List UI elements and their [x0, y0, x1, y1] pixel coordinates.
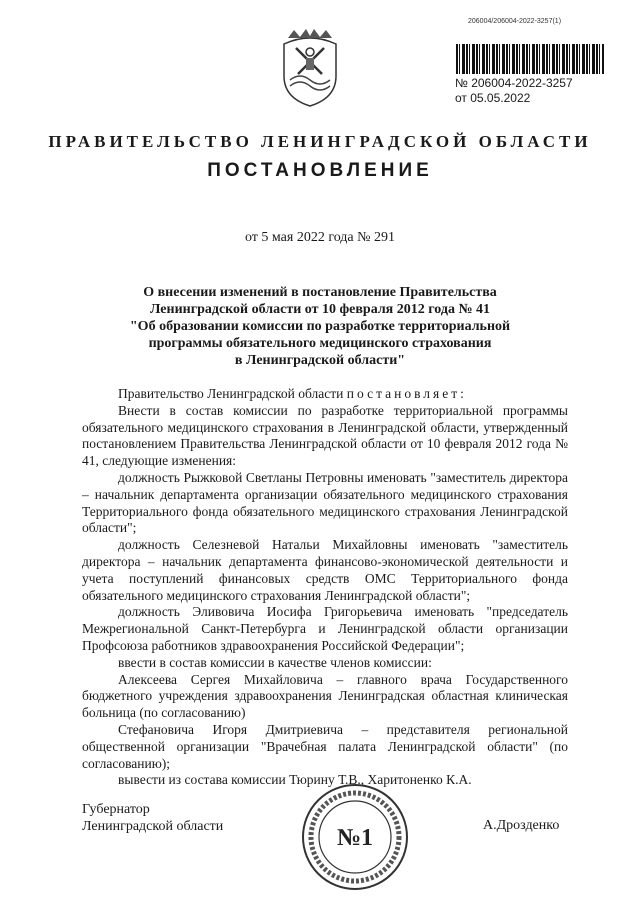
signatory-title-line: Губернатор: [82, 802, 150, 817]
stamp-number: №1: [336, 825, 374, 851]
body-paragraph: ввести в состав комиссии в качестве членов комиссии:: [118, 654, 432, 670]
heading-line: в Ленинградской области": [234, 353, 406, 368]
body-paragraph: Стефановича Игоря Дмитриевича – представителя региональной общественной организации "Врачебная палата Ленинградской области" (по согласованию);: [82, 721, 568, 771]
government-title: ПРАВИТЕЛЬСТВО ЛЕНИНГРАДСКОЙ ОБЛАСТИ: [48, 132, 592, 151]
document-id: 206004/206004-2022-3257(1): [468, 18, 562, 25]
official-stamp: [300, 782, 410, 892]
document-type: ПОСТАНОВЛЕНИЕ: [207, 160, 433, 181]
heading-line: "Об образовании комиссии по разработке территориальной: [129, 319, 511, 334]
signatory-name: А.Дрозденко: [483, 818, 560, 833]
body-paragraph: должность Эливовича Иосифа Григорьевича именовать "председатель Межрегиональной Санкт-Петербурга и Ленинградской области организации Профсоюза работников здравоохранения Российской Федерации";: [82, 604, 568, 653]
registration-number: № 206004-2022-3257: [455, 76, 573, 90]
body-paragraph: Алексеева Сергея Михайловича – главного врача Государственного бюджетного учреждения здравоохранения Ленинградская областная клиническая больница (по согласованию): [82, 671, 568, 721]
heading-line: О внесении изменений в постановление Правительства: [143, 285, 497, 300]
document-body: [82, 386, 568, 789]
barcode: [456, 44, 604, 74]
registration-stamp: [455, 76, 615, 106]
body-paragraph: должность Селезневой Натальи Михайловны именовать "заместитель директора – начальник департамента финансово-экономической деятельности и учета поступлений финансовых средств ОМС Территориального фонда обязательного медицинского страхования Ленинградской области";: [82, 537, 568, 603]
signatory-title: [82, 801, 223, 835]
registration-date: от 05.05.2022: [455, 91, 531, 105]
intro-decree-word: постановляет:: [346, 386, 467, 401]
intro-paragraph: [82, 386, 568, 403]
body-paragraph: Внести в состав комиссии по разработке территориальной программы обязательного медицинского страхования в Ленинградской области, утвержденный постановлением Правительства Ленинградской области от 10 февраля 2012 года № 41, следующие изменения:: [82, 402, 568, 469]
heading-line: Ленинградской области от 10 февраля 2012 года № 41: [149, 302, 491, 317]
signatory-title-line: Ленинградской области: [82, 819, 224, 834]
body-paragraph: должность Рыжковой Светланы Петровны именовать "заместитель директора – начальник департамента организации обязательного медицинского страхования Территориального фонда обязательного медицинского страхования Ленинградской области";: [82, 469, 568, 536]
coat-of-arms-emblem: [278, 28, 342, 108]
body-paragraph: вывести из состава комиссии Тюрину Т.В., Харитоненко К.А.: [118, 772, 472, 788]
document-heading: [110, 284, 530, 369]
heading-line: программы обязательного медицинского страхования: [148, 336, 492, 351]
intro-prefix: Правительство Ленинградской области: [118, 386, 344, 401]
document-date: от 5 мая 2022 года № 291: [244, 230, 396, 245]
